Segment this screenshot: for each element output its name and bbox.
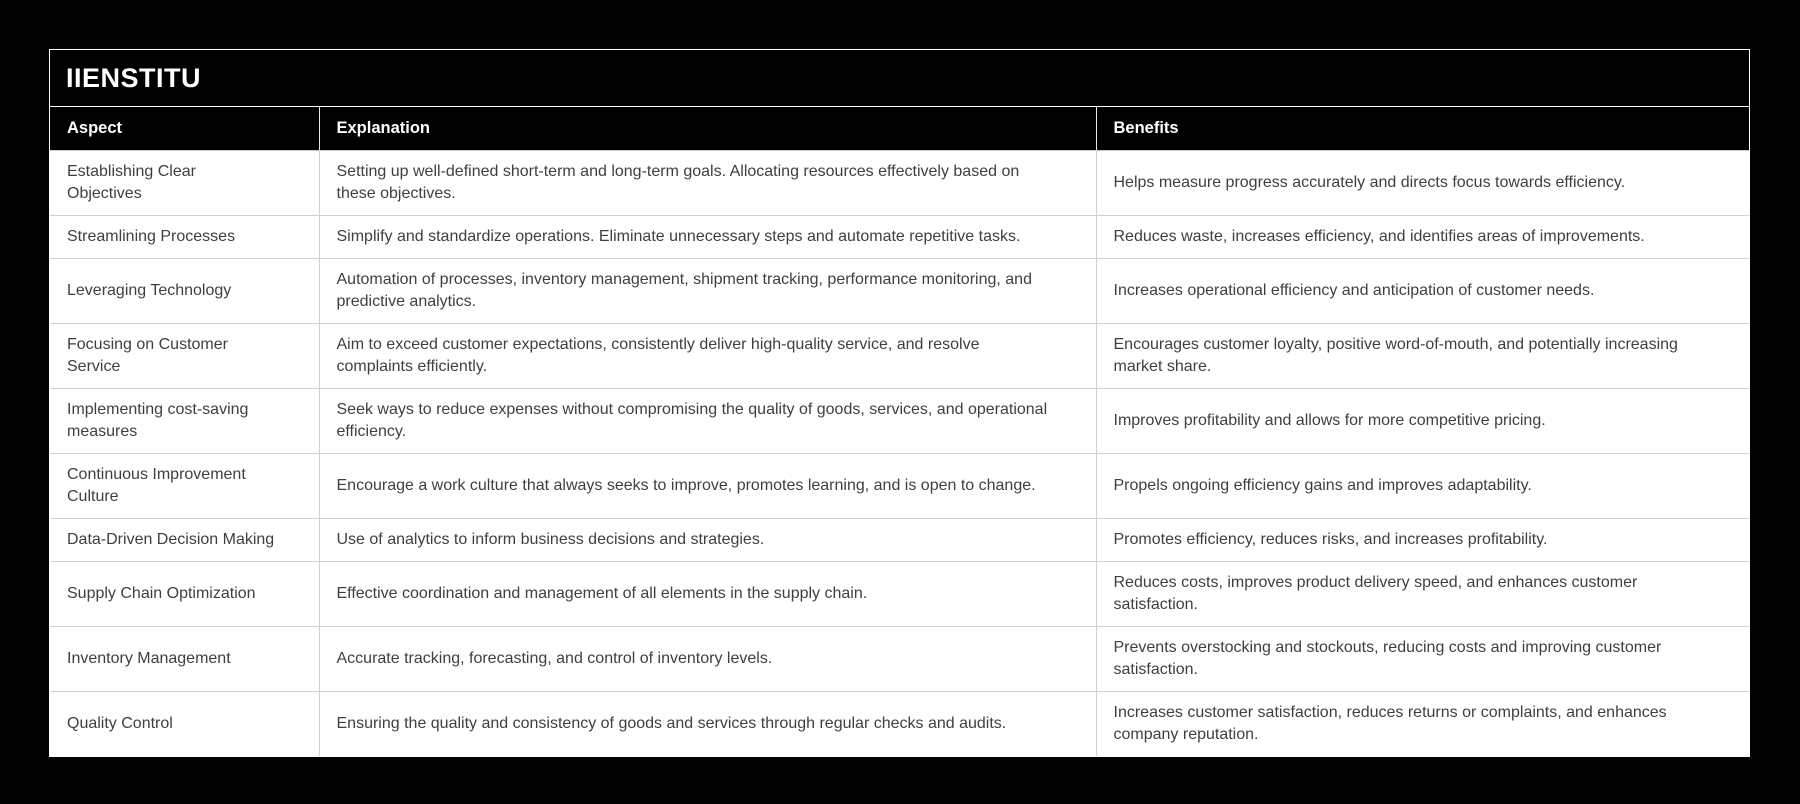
aspect-cell: Focusing on Customer Service bbox=[50, 324, 319, 389]
benefits-cell: Increases customer satisfaction, reduces returns or complaints, and enhances company reputation. bbox=[1096, 692, 1749, 757]
aspect-cell: Quality Control bbox=[50, 692, 319, 757]
aspect-cell: Supply Chain Optimization bbox=[50, 562, 319, 627]
aspect-cell: Data-Driven Decision Making bbox=[50, 519, 319, 562]
explanation-cell: Ensuring the quality and consistency of goods and services through regular checks and audits. bbox=[319, 692, 1096, 757]
explanation-cell: Use of analytics to inform business decisions and strategies. bbox=[319, 519, 1096, 562]
benefits-cell: Promotes efficiency, reduces risks, and increases profitability. bbox=[1096, 519, 1749, 562]
benefits-cell: Increases operational efficiency and anticipation of customer needs. bbox=[1096, 259, 1749, 324]
column-header-benefits: Benefits bbox=[1096, 107, 1749, 151]
table-row bbox=[50, 259, 1749, 324]
explanation-cell: Encourage a work culture that always seeks to improve, promotes learning, and is open to change. bbox=[319, 454, 1096, 519]
table-card bbox=[49, 49, 1750, 757]
brand-title: IIENSTITU bbox=[50, 50, 1749, 107]
benefits-cell: Helps measure progress accurately and directs focus towards efficiency. bbox=[1096, 151, 1749, 216]
explanation-cell: Effective coordination and management of all elements in the supply chain. bbox=[319, 562, 1096, 627]
column-header-explanation: Explanation bbox=[319, 107, 1096, 151]
benefits-cell: Reduces waste, increases efficiency, and identifies areas of improvements. bbox=[1096, 216, 1749, 259]
explanation-cell: Automation of processes, inventory management, shipment tracking, performance monitoring, and predictive analytics. bbox=[319, 259, 1096, 324]
table-row bbox=[50, 562, 1749, 627]
benefits-cell: Propels ongoing efficiency gains and improves adaptability. bbox=[1096, 454, 1749, 519]
table-row bbox=[50, 324, 1749, 389]
explanation-cell: Seek ways to reduce expenses without compromising the quality of goods, services, and operational efficiency. bbox=[319, 389, 1096, 454]
benefits-cell: Prevents overstocking and stockouts, reducing costs and improving customer satisfaction. bbox=[1096, 627, 1749, 692]
aspect-cell: Leveraging Technology bbox=[50, 259, 319, 324]
benefits-cell: Reduces costs, improves product delivery speed, and enhances customer satisfaction. bbox=[1096, 562, 1749, 627]
table-row bbox=[50, 692, 1749, 757]
explanation-cell: Accurate tracking, forecasting, and control of inventory levels. bbox=[319, 627, 1096, 692]
column-header-aspect: Aspect bbox=[50, 107, 319, 151]
aspect-cell: Continuous Improvement Culture bbox=[50, 454, 319, 519]
aspects-benefits-table bbox=[50, 107, 1749, 756]
aspect-cell: Establishing Clear Objectives bbox=[50, 151, 319, 216]
explanation-cell: Simplify and standardize operations. Eliminate unnecessary steps and automate repetitive tasks. bbox=[319, 216, 1096, 259]
table-row bbox=[50, 454, 1749, 519]
aspect-cell: Streamlining Processes bbox=[50, 216, 319, 259]
table-row bbox=[50, 389, 1749, 454]
explanation-cell: Setting up well-defined short-term and long-term goals. Allocating resources effectively based on these objectives. bbox=[319, 151, 1096, 216]
benefits-cell: Improves profitability and allows for more competitive pricing. bbox=[1096, 389, 1749, 454]
benefits-cell: Encourages customer loyalty, positive word-of-mouth, and potentially increasing market share. bbox=[1096, 324, 1749, 389]
aspect-cell: Implementing cost-saving measures bbox=[50, 389, 319, 454]
table-row bbox=[50, 151, 1749, 216]
aspect-cell: Inventory Management bbox=[50, 627, 319, 692]
explanation-cell: Aim to exceed customer expectations, consistently deliver high-quality service, and resolve complaints efficiently. bbox=[319, 324, 1096, 389]
table-row bbox=[50, 216, 1749, 259]
header-row bbox=[50, 107, 1749, 151]
table-row bbox=[50, 519, 1749, 562]
table-row bbox=[50, 627, 1749, 692]
